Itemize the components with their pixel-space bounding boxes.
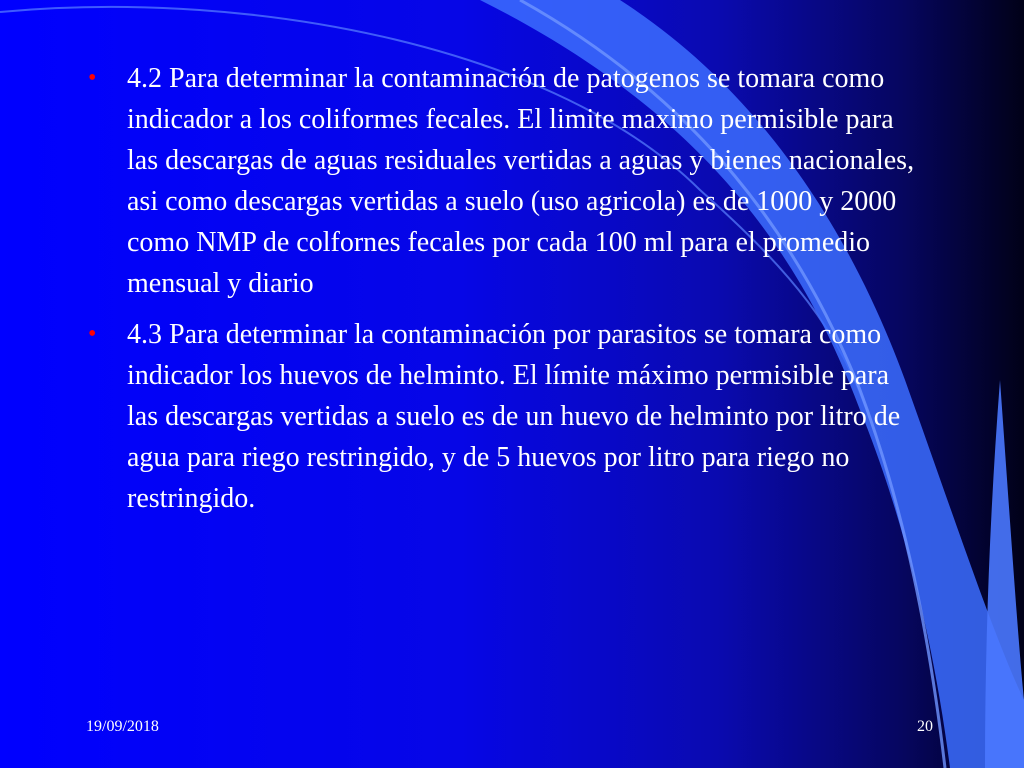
footer-date: 19/09/2018 — [86, 718, 159, 735]
bullet-item-4-2 — [80, 58, 920, 304]
slide-number: 20 — [917, 718, 933, 735]
bullet-list — [80, 58, 920, 529]
bullet-text: 4.2 Para determinar la contaminación de patogenos se tomara como indicador a los coliformes fecales. El limite maximo permisible para las descargas de aguas residuales vertidas a aguas y bienes nacionales, asi como descargas vertidas a suelo (uso agricola) es de 1000 y 2000 como NMP de colfornes fecales por cada 100 ml para el promedio mensual y diario — [127, 63, 915, 299]
bullet-marker: • — [88, 65, 97, 91]
bullet-marker: • — [88, 321, 97, 347]
bullet-item-4-3 — [80, 314, 920, 519]
right-band — [985, 380, 1024, 768]
bullet-text: 4.3 Para determinar la contaminación por parasitos se tomara como indicador los huevos de helminto. El límite máximo permisible para las descargas vertidas a suelo es de un huevo de helminto por litro de agua para riego restringido, y de 5 huevos por litro para riego no restringido. — [127, 319, 901, 514]
